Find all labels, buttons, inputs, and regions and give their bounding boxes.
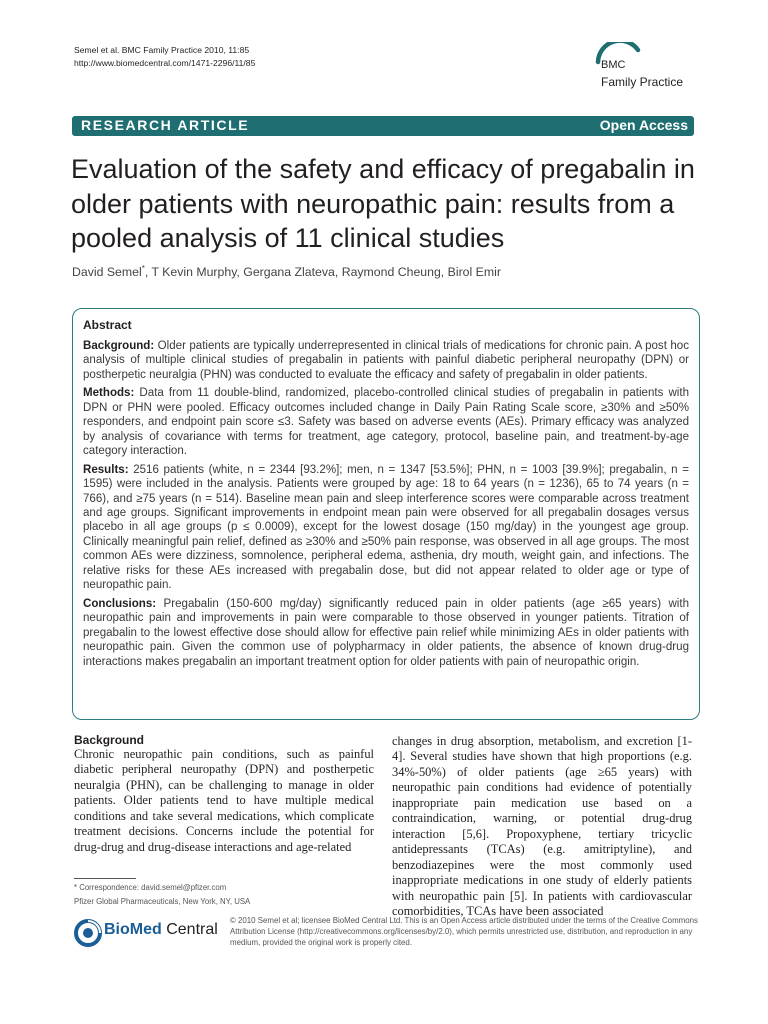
body-column-right [392,734,692,919]
abstract-background-label: Background: [83,340,155,352]
section-heading-background: Background [74,733,145,747]
abstract-conclusions [83,597,689,669]
biomed-swirl-icon [74,919,102,947]
affiliation: Pfizer Global Pharmaceuticals, New York, NY, USA [74,897,251,906]
publisher-logo-part1: BioMed [104,921,162,938]
abstract-results-text: 2516 patients (white, n = 2344 [93.2%]; men, n = 1347 [53.5%]; PHN, n = 1003 [39.9%]; pregabalin, n = 1595) were included in the analysis. Patients were grouped by age: 18 to 64 years (n = 1236), 65 to 74 years (n = 766), and ≥75 years (n = 514). Baseline mean pain and sleep interference scores were comparable across treatment and age groups. Significant improvements in endpoint mean pain were observed for all pregabalin dosages versus placebo in all age groups (p ≤ 0.0009), except for the lowest dosage (150 mg/day) in the youngest age group. Clinically meaningful pain relief, defined as ≥30% and ≥50% pain response, was observed in all age groups. The most common AEs were dizziness, somnolence, peripheral edema, asthenia, dry mouth, weight gain, and infections. The relative risks for these AEs increased with pregabalin dose, but did not appear related to older age or type of neuropathic pain. [83,463,689,592]
author-list [72,264,501,279]
abstract-conclusions-text: Pregabalin (150-600 mg/day) significantly reduced pain in older patients (age ≥65 years) with neuropathic pain and improvements in pain were comparable to those observed in younger patients. Titration of pregabalin to the lowest effective dose should allow for effective pain relief while minimizing AEs in older patients with neuropathic pain. Given the common use of polypharmacy in older patients, the absence of known drug-drug interactions makes pregabalin an important treatment option for older patients with pain of neuropathic origin. [83,597,689,668]
citation-url[interactable]: http://www.biomedcentral.com/1471-2296/11/85 [74,57,256,68]
abstract-methods-text: Data from 11 double-blind, randomized, placebo-controlled clinical studies of pregabalin in patients with DPN or PHN were pooled. Efficacy outcomes included change in Daily Pain Rating Scale score, ≥30% and ≥50% responders, and endpoint pain score ≤3. Safety was based on adverse events (AEs). Primary efficacy was analyzed by analysis of covariance with terms for treatment, age category, protocol, baseline pain, and treatment-by-age category interaction. [83,387,689,458]
article-banner [72,116,694,136]
journal-logo [594,42,698,96]
footnote [74,881,250,909]
journal-logo-name: Family Practice [601,75,684,89]
publisher-logo-text [104,921,218,939]
abstract-conclusions-label: Conclusions: [83,597,157,610]
publisher-logo-part2: Central [161,921,218,938]
abstract-background-text: Older patients are typically underrepresented in clinical trials of medications for chronic pain. A post hoc analysis of multiple clinical studies of pregabalin in patients with painful diabetic peripheral neuropathy (DPN) or postherpetic neuralgia (PHN) was conducted to evaluate the efficacy and safety of pregabalin in older patients. [83,340,689,381]
journal-logo-bmc: BMC [601,59,626,71]
article-title: Evaluation of the safety and efficacy of pregabalin in older patients with neuropathic pain: results from a pooled analysis of 11 clinical studies [71,154,695,253]
author-rest: , T Kevin Murphy, Gergana Zlateva, Raymond Cheung, Birol Emir [144,265,501,280]
abstract-results-label: Results: [83,463,129,476]
citation-line: Semel et al. BMC Family Practice 2010, 11:85 [74,45,250,55]
abstract-heading: Abstract [83,318,132,332]
citation [74,44,255,69]
correspondence[interactable]: * Correspondence: david.semel@pfizer.com [74,883,227,892]
abstract-results [83,463,689,593]
publisher-logo [74,919,224,949]
abstract-methods [83,386,689,458]
body-paragraph-right: changes in drug absorption, metabolism, and excretion [1-4]. Several studies have shown that high proportions (e.g. 34%-50%) of older patients (age ≥65 years) with neuropathic pain conditions had evidence of potentially inappropriate pain medication use based on a contraindication, warning, or potential drug-drug interaction [5,6]. Propoxyphene, tertiary tricyclic antidepressants (TCAs) (e.g. amitriptyline), and benzodiazepines were the most commonly used inappropriate medications in one study of elderly patients with neuropathic pain [5]. In patients with cardiovascular comorbidities, TCAs have been associated [392,734,692,918]
open-access-label: Open Access [599,117,688,133]
abstract-methods-label: Methods: [83,387,135,400]
license-text: © 2010 Semel et al; licensee BioMed Central Ltd. This is an Open Access article distributed under the terms of the Creative Commons Attribution License (http://creativecommons.org/licenses/by/2.0), which permits unrestricted use, distribution, and reproduction in any medium, provided the original work is properly cited. [230,916,698,947]
author-first[interactable]: David Semel [72,265,142,280]
abstract-background [83,339,689,382]
abstract-box [72,308,700,720]
corresponding-mark: * [141,264,145,273]
footnote-divider [74,878,136,879]
body-paragraph-left: Chronic neuropathic pain conditions, such as painful diabetic peripheral neuropathy (DPN) and postherpetic neuralgia (PHN), can be challenging to manage in older patients. Older patients tend to have multiple medical conditions and take several medications, which complicate treatment decisions. Concerns include the potential for drug-drug and drug-disease interactions and age-related [74,747,374,854]
article-type: RESEARCH ARTICLE [81,117,250,133]
body-column-left [74,733,374,855]
